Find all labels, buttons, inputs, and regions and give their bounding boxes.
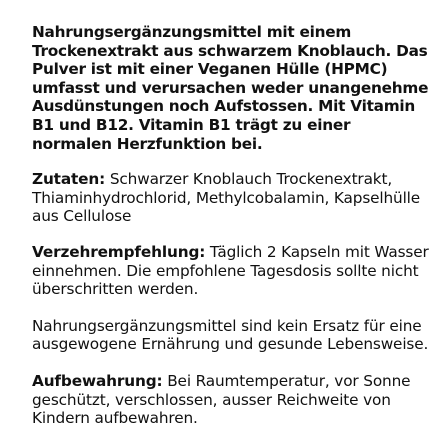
intro-paragraph: Nahrungsergänzungsmittel mit einem Trockenextrakt aus schwarzem Knoblauch. Das Pulver ist mit einer Veganen Hülle (HPMC) umfasst und verursachen weder unangenehme Ausdünstungen noch Aufstossen. Mit Vitamin B1 und B12. Vitamin B1 trägt zu einer normalen Herzfunktion bei. (32, 23, 429, 153)
ingredients-text: Schwarzer Knoblauch Trockenextrakt, Thiaminhydrochlorid, Methylcobalamin, Kapselhülle aus Cellulose (32, 170, 421, 226)
storage-label: Aufbewahrung: (32, 371, 163, 390)
disclaimer-paragraph: Nahrungsergänzungsmittel sind kein Ersatz für eine ausgewogene Ernährung und gesunde Lebensweise. (32, 316, 429, 354)
storage-paragraph (32, 372, 432, 428)
dosage-text: Täglich 2 Kapseln mit Wasser einnehmen. Die empfohlene Tagesdosis sollte nicht überschritten werden. (32, 242, 429, 299)
product-info-document (32, 23, 432, 428)
storage-text: Bei Raumtemperatur, vor Sonne geschützt, verschlossen, ausser Reichweite von Kindern aufbewahren. (32, 371, 411, 428)
ingredients-label: Zutaten: (32, 170, 106, 189)
ingredients-paragraph (32, 170, 432, 226)
dosage-paragraph (32, 243, 432, 299)
dosage-label: Verzehrempfehlung: (32, 242, 206, 261)
